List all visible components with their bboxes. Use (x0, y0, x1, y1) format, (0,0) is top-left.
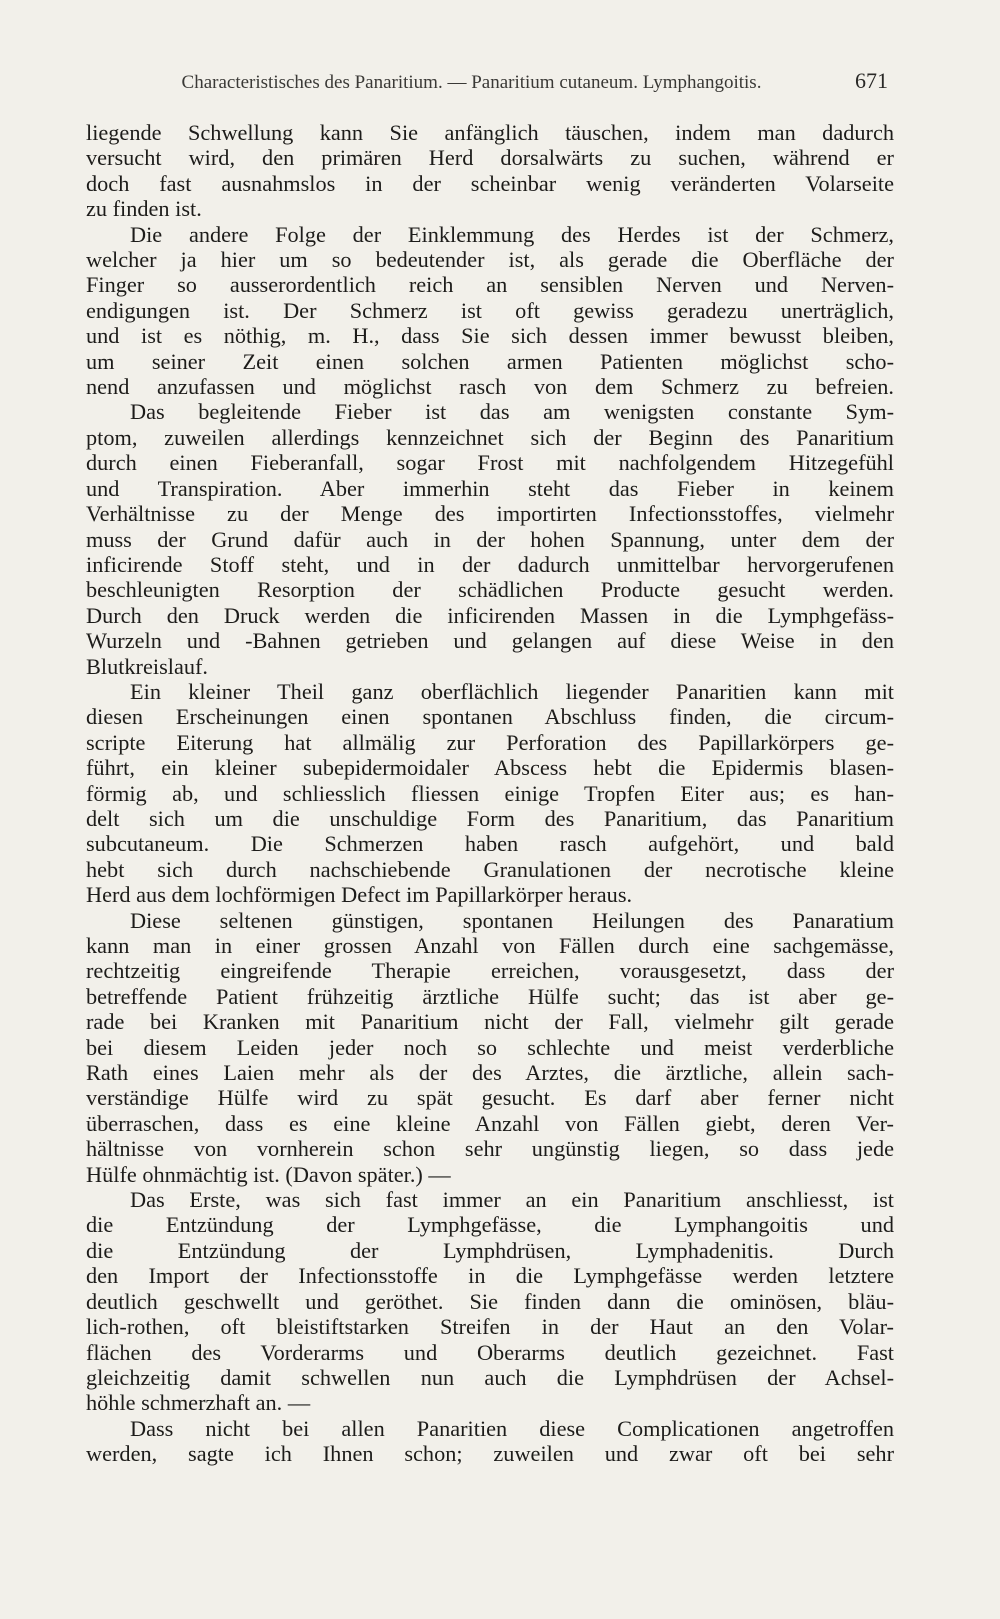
running-title: Characteristisches des Panaritium. — Panaritium cutaneum. Lymphangoitis. (181, 72, 762, 93)
text-line: hebt sich durch nachschiebende Granulationen der necrotische kleine (86, 856, 894, 882)
text-line: lich-rothen, oft bleistiftstarken Streifen in der Haut an den Volar- (86, 1314, 894, 1340)
text-line: Herd aus dem lochförmigen Defect im Papillarkörper heraus. (86, 882, 633, 908)
text-line: führt, ein kleiner subepidermoidaler Abscess hebt die Epidermis blasen- (86, 755, 894, 781)
text-line: betreffende Patient frühzeitig ärztliche Hülfe sucht; das ist aber ge- (86, 983, 894, 1009)
text-line: höhle schmerzhaft an. — (86, 1390, 311, 1416)
text-line: um seiner Zeit einen solchen armen Patienten möglichst scho- (86, 348, 894, 374)
text-line: Rath eines Laien mehr als der des Arztes, die ärztliche, allein sach- (86, 1060, 894, 1086)
text-line: und Transpiration. Aber immerhin steht das Fieber in keinem (86, 475, 894, 501)
text-line: scripte Eiterung hat allmälig zur Perforation des Papillarkörpers ge- (86, 729, 894, 755)
text-line: doch fast ausnahmslos in der scheinbar wenig veränderten Volarseite (86, 170, 894, 196)
text-line: welcher ja hier um so bedeutender ist, als gerade die Oberfläche der (86, 247, 894, 273)
text-line: rechtzeitig eingreifende Therapie erreichen, vorausgesetzt, dass der (86, 958, 894, 984)
text-line: nend anzufassen und möglichst rasch von dem Schmerz zu befreien. (86, 374, 894, 400)
text-line: beschleunigten Resorption der schädlichen Producte gesucht werden. (86, 577, 894, 603)
text-line: delt sich um die unschuldige Form des Panaritium, das Panaritium (86, 805, 894, 831)
text-line: den Import der Infectionsstoffe in die Lymphgefässe werden letztere (86, 1263, 894, 1289)
text-line: bei diesem Leiden jeder noch so schlechte und meist verderbliche (86, 1034, 894, 1060)
text-line: die Entzündung der Lymphgefässe, die Lymphangoitis und (86, 1212, 894, 1238)
text-line: förmig ab, und schliesslich fliessen einige Tropfen Eiter aus; es han- (86, 780, 894, 806)
text-line: die Entzündung der Lymphdrüsen, Lymphadenitis. Durch (86, 1237, 894, 1263)
text-line: Die andere Folge der Einklemmung des Herdes ist der Schmerz, (130, 221, 894, 247)
page-number: 671 (855, 68, 888, 93)
text-line: gleichzeitig damit schwellen nun auch die Lymphdrüsen der Achsel- (86, 1364, 894, 1390)
text-line: deutlich geschwellt und geröthet. Sie finden dann die ominösen, bläu- (86, 1288, 894, 1314)
text-line: subcutaneum. Die Schmerzen haben rasch aufgehört, und bald (86, 831, 894, 857)
text-line: Diese seltenen günstigen, spontanen Heilungen des Panaratium (130, 907, 894, 933)
text-line: versucht wird, den primären Herd dorsalwärts zu suchen, während er (86, 145, 894, 171)
text-line: Durch den Druck werden die inficirenden Massen in die Lymphgefäss- (86, 602, 894, 628)
text-line: diesen Erscheinungen einen spontanen Abschluss finden, die circum- (86, 704, 894, 730)
text-line: Finger so ausserordentlich reich an sensiblen Nerven und Nerven- (86, 272, 894, 298)
text-line: ptom, zuweilen allerdings kennzeichnet sich der Beginn des Panaritium (86, 424, 894, 450)
text-line: Wurzeln und -Bahnen getrieben und gelangen auf diese Weise in den (86, 628, 894, 654)
text-line: zu finden ist. (86, 196, 202, 222)
text-line: werden, sagte ich Ihnen schon; zuweilen und zwar oft bei sehr (86, 1441, 894, 1467)
text-line: liegende Schwellung kann Sie anfänglich täuschen, indem man dadurch (86, 120, 894, 145)
text-line: Das Erste, was sich fast immer an ein Panaritium anschliesst, ist (130, 1187, 894, 1213)
text-line: muss der Grund dafür auch in der hohen Spannung, unter dem der (86, 526, 894, 552)
text-line: Verhältnisse zu der Menge des importirten Infectionsstoffes, vielmehr (86, 501, 894, 527)
text-line: endigungen ist. Der Schmerz ist oft gewiss geradezu unerträglich, (86, 297, 894, 323)
text-line: inficirende Stoff steht, und in der dadurch unmittelbar hervorgerufenen (86, 551, 894, 577)
page-header (88, 68, 888, 94)
body-text (86, 120, 894, 1467)
text-line: hältnisse von vornherein schon sehr ungünstig liegen, so dass jede (86, 1136, 894, 1162)
text-line: überraschen, dass es eine kleine Anzahl von Fällen giebt, deren Ver- (86, 1110, 894, 1136)
text-line: Hülfe ohnmächtig ist. (Davon später.) — (86, 1161, 451, 1187)
text-line: und ist es nöthig, m. H., dass Sie sich dessen immer bewusst bleiben, (86, 323, 894, 349)
text-line: rade bei Kranken mit Panaritium nicht der Fall, vielmehr gilt gerade (86, 1009, 894, 1035)
text-line: durch einen Fieberanfall, sogar Frost mit nachfolgendem Hitzegefühl (86, 450, 894, 476)
text-line: Dass nicht bei allen Panaritien diese Complicationen angetroffen (130, 1415, 894, 1441)
text-line: Ein kleiner Theil ganz oberflächlich liegender Panaritien kann mit (130, 678, 894, 704)
text-line: verständige Hülfe wird zu spät gesucht. Es darf aber ferner nicht (86, 1085, 894, 1111)
text-line: kann man in einer grossen Anzahl von Fällen durch eine sachgemässe, (86, 933, 894, 958)
text-line: flächen des Vorderarms und Oberarms deutlich gezeichnet. Fast (86, 1339, 894, 1365)
text-line: Das begleitende Fieber ist das am wenigsten constante Sym- (130, 399, 894, 425)
text-line: Blutkreislauf. (86, 653, 208, 679)
